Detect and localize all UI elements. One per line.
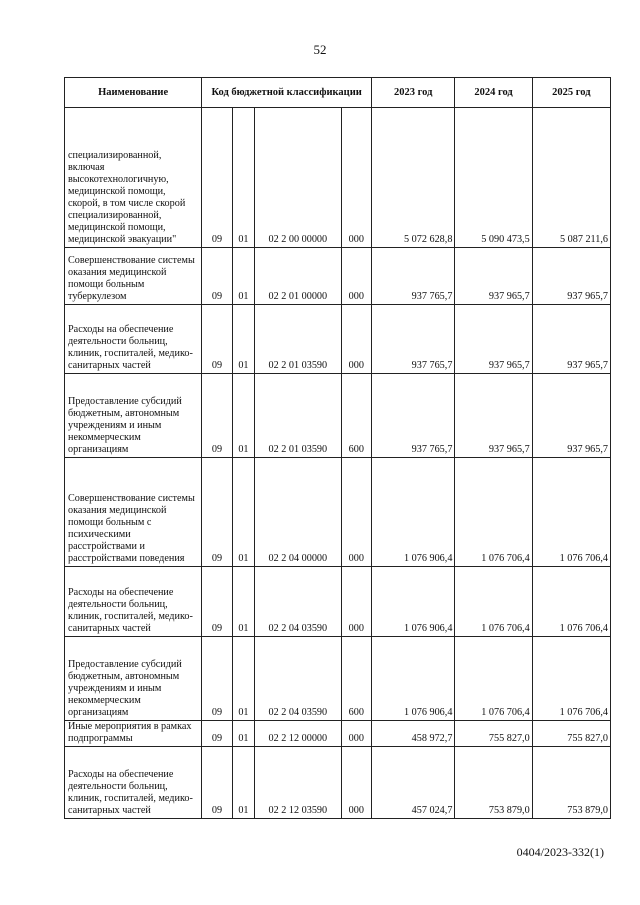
amount-2023: 1 076 906,4 [372, 637, 455, 721]
table-row [65, 458, 611, 567]
row-name: специализированной, включая высокотехнологичную, медицинской помощи, скорой, в том числе скорой специализированной, медицинской помощи, медицинской эвакуации" [65, 108, 202, 248]
code-target-article: 02 2 00 00000 [255, 108, 341, 248]
code-subsection: 01 [232, 458, 254, 567]
code-section: 09 [202, 108, 233, 248]
amount-2023: 5 072 628,8 [372, 108, 455, 248]
amount-2024: 937 965,7 [455, 305, 532, 374]
amount-2024: 1 076 706,4 [455, 567, 532, 637]
amount-2023: 457 024,7 [372, 747, 455, 819]
table-row [65, 305, 611, 374]
code-target-article: 02 2 04 00000 [255, 458, 341, 567]
amount-2024: 937 965,7 [455, 248, 532, 305]
code-target-article: 02 2 01 03590 [255, 374, 341, 458]
table-row [65, 721, 611, 747]
amount-2025: 937 965,7 [532, 248, 610, 305]
amount-2024: 5 090 473,5 [455, 108, 532, 248]
header-budget-code: Код бюджетной классификации [202, 78, 372, 108]
amount-2023: 1 076 906,4 [372, 567, 455, 637]
header-name: Наименование [65, 78, 202, 108]
code-target-article: 02 2 04 03590 [255, 567, 341, 637]
code-target-article: 02 2 12 03590 [255, 747, 341, 819]
code-section: 09 [202, 248, 233, 305]
table-row [65, 248, 611, 305]
amount-2024: 755 827,0 [455, 721, 532, 747]
amount-2025: 1 076 706,4 [532, 567, 610, 637]
code-subsection: 01 [232, 567, 254, 637]
code-target-article: 02 2 04 03590 [255, 637, 341, 721]
amount-2025: 755 827,0 [532, 721, 610, 747]
row-name: Расходы на обеспечение деятельности больниц, клиник, госпиталей, медико-санитарных частей [65, 567, 202, 637]
code-expense-type: 000 [341, 567, 372, 637]
code-subsection: 01 [232, 374, 254, 458]
header-2025: 2025 год [532, 78, 610, 108]
amount-2025: 937 965,7 [532, 374, 610, 458]
header-row [65, 78, 611, 108]
row-name: Предоставление субсидий бюджетным, автономным учреждениям и иным некоммерческим организациям [65, 374, 202, 458]
header-2024: 2024 год [455, 78, 532, 108]
amount-2023: 937 765,7 [372, 374, 455, 458]
table-row [65, 567, 611, 637]
amount-2025: 753 879,0 [532, 747, 610, 819]
amount-2025: 1 076 706,4 [532, 458, 610, 567]
code-section: 09 [202, 637, 233, 721]
header-2023: 2023 год [372, 78, 455, 108]
amount-2025: 5 087 211,6 [532, 108, 610, 248]
table-row [65, 637, 611, 721]
code-section: 09 [202, 747, 233, 819]
code-subsection: 01 [232, 637, 254, 721]
code-section: 09 [202, 458, 233, 567]
row-name: Предоставление субсидий бюджетным, автономным учреждениям и иным некоммерческим организациям [65, 637, 202, 721]
budget-table [64, 77, 611, 819]
amount-2024: 1 076 706,4 [455, 458, 532, 567]
code-target-article: 02 2 01 00000 [255, 248, 341, 305]
code-subsection: 01 [232, 747, 254, 819]
table-row [65, 108, 611, 248]
table-row [65, 747, 611, 819]
code-expense-type: 000 [341, 305, 372, 374]
code-expense-type: 000 [341, 248, 372, 305]
amount-2025: 937 965,7 [532, 305, 610, 374]
document-number: 0404/2023-332(1) [516, 845, 604, 859]
amount-2023: 937 765,7 [372, 248, 455, 305]
table-row [65, 374, 611, 458]
code-subsection: 01 [232, 248, 254, 305]
row-name: Расходы на обеспечение деятельности больниц, клиник, госпиталей, медико-санитарных частей [65, 747, 202, 819]
amount-2025: 1 076 706,4 [532, 637, 610, 721]
code-expense-type: 600 [341, 637, 372, 721]
code-section: 09 [202, 567, 233, 637]
code-subsection: 01 [232, 108, 254, 248]
amount-2023: 1 076 906,4 [372, 458, 455, 567]
page-number: 52 [313, 42, 327, 57]
code-expense-type: 000 [341, 721, 372, 747]
code-section: 09 [202, 374, 233, 458]
code-expense-type: 600 [341, 374, 372, 458]
code-target-article: 02 2 01 03590 [255, 305, 341, 374]
code-expense-type: 000 [341, 747, 372, 819]
amount-2024: 937 965,7 [455, 374, 532, 458]
code-target-article: 02 2 12 00000 [255, 721, 341, 747]
code-section: 09 [202, 721, 233, 747]
amount-2023: 458 972,7 [372, 721, 455, 747]
amount-2024: 1 076 706,4 [455, 637, 532, 721]
code-section: 09 [202, 305, 233, 374]
code-expense-type: 000 [341, 108, 372, 248]
code-subsection: 01 [232, 721, 254, 747]
row-name: Совершенствование системы оказания медицинской помощи больным туберкулезом [65, 248, 202, 305]
code-subsection: 01 [232, 305, 254, 374]
row-name: Совершенствование системы оказания медицинской помощи больным с психическими расстройствами и расстройствами поведения [65, 458, 202, 567]
amount-2023: 937 765,7 [372, 305, 455, 374]
amount-2024: 753 879,0 [455, 747, 532, 819]
code-expense-type: 000 [341, 458, 372, 567]
row-name: Иные мероприятия в рамках подпрограммы [65, 721, 202, 747]
row-name: Расходы на обеспечение деятельности больниц, клиник, госпиталей, медико-санитарных частей [65, 305, 202, 374]
